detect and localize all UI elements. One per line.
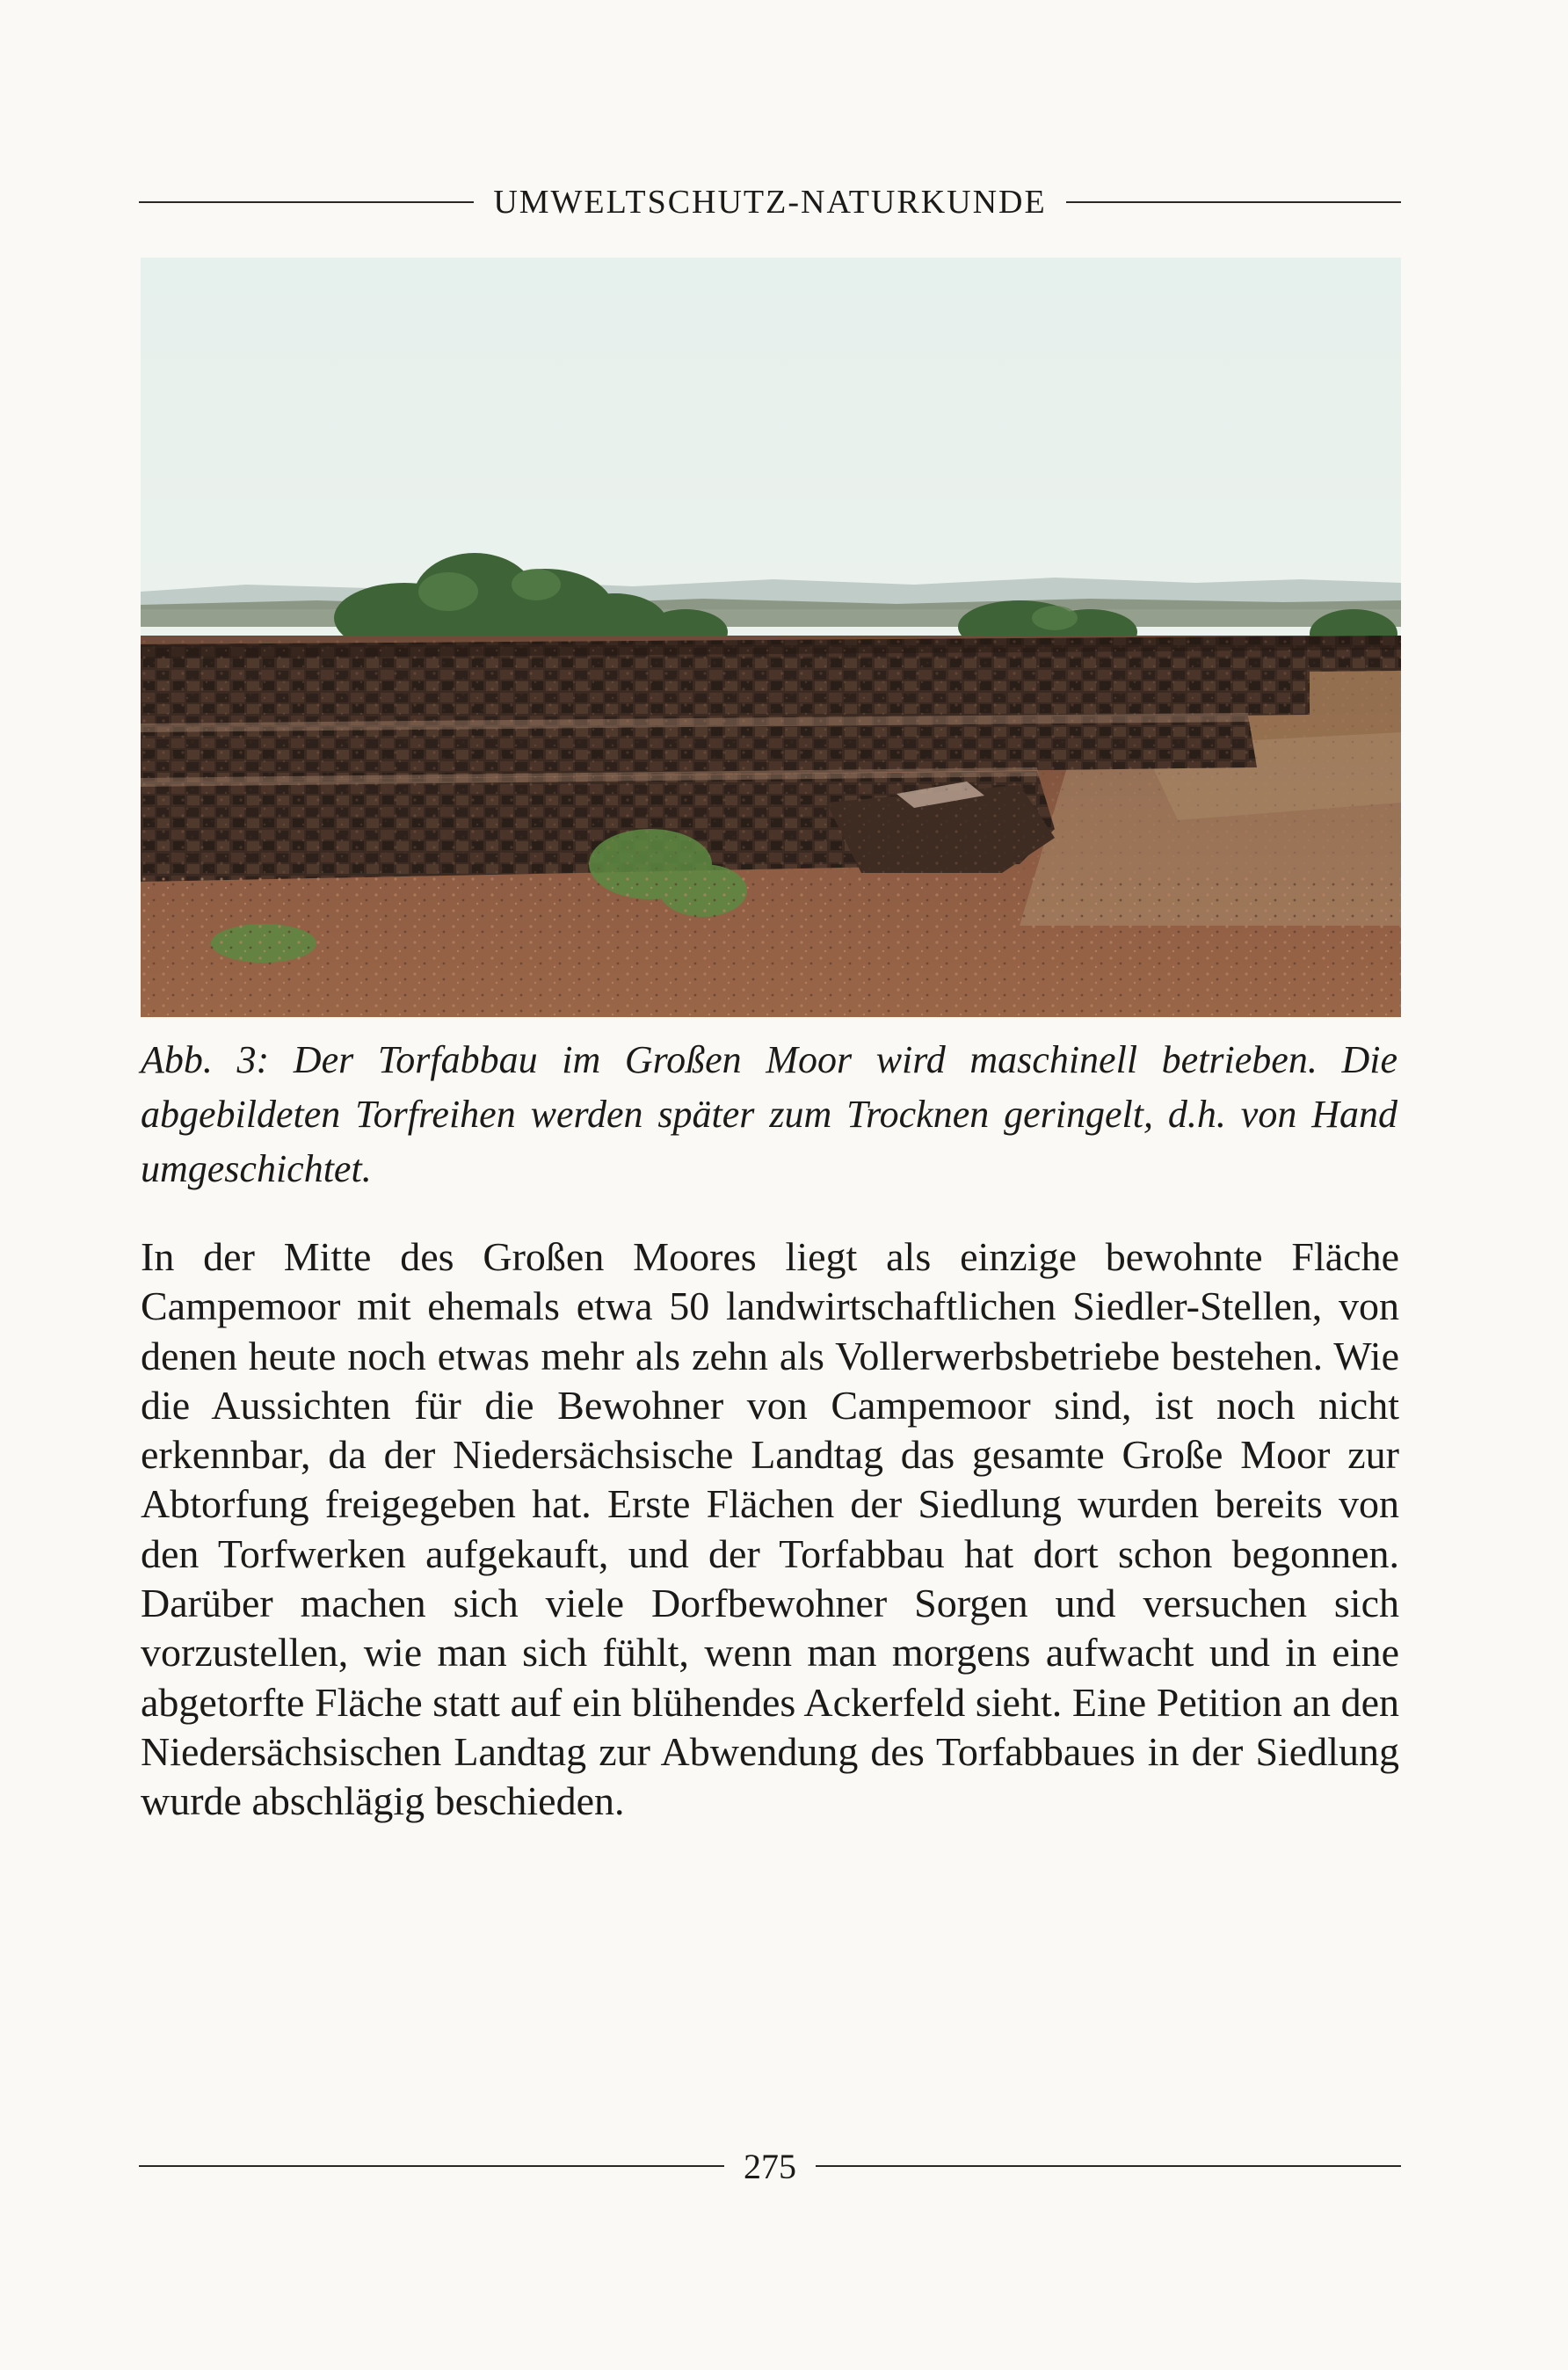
peat-bog-photo [141, 258, 1401, 1017]
footer-rule-left [139, 2165, 724, 2167]
figure-caption: Abb. 3: Der Torfabbau im Großen Moor wird maschinell betrieben. Die abgebildeten Torfreihen werden später zum Trocknen geringelt, d.h. von Hand umgeschichtet. [141, 1038, 1397, 1190]
page-number: 275 [744, 2146, 796, 2186]
page-footer [139, 2140, 1401, 2192]
header-rule-left [139, 201, 474, 203]
running-header [139, 176, 1401, 229]
footer-rule-right [816, 2165, 1401, 2167]
body-paragraph: In der Mitte des Großen Moores liegt als einzige bewohnte Fläche Campemoor mit ehemals etwa 50 landwirtschaftlichen Siedler-Stellen, von denen heute noch etwas mehr als zehn als Vollerwerbsbetriebe bestehen. Wie die Aussichten für die Bewohner von Campemoor sind, ist noch nicht erkennbar, da der Niedersächsische Landtag das gesamte Große Moor zur Abtorfung freigegeben hat. Erste Flächen der Siedlung wurden bereits von den Torfwerken aufgekauft, und der Torfabbau hat dort schon begonnen. Darüber machen sich viele Dorfbewohner Sorgen und versuchen sich vorzustellen, wie man sich fühlt, wenn man morgens aufwacht und in eine abgetorfte Fläche statt auf ein blühendes Ackerfeld sieht. Eine Petition an den Niedersächsischen Landtag zur Abwendung des Torfabbaues in der Siedlung wurde abschlägig beschieden. [141, 1234, 1399, 1824]
running-title: UMWELTSCHUTZ-NATURKUNDE [493, 184, 1047, 221]
header-rule-right [1066, 201, 1401, 203]
